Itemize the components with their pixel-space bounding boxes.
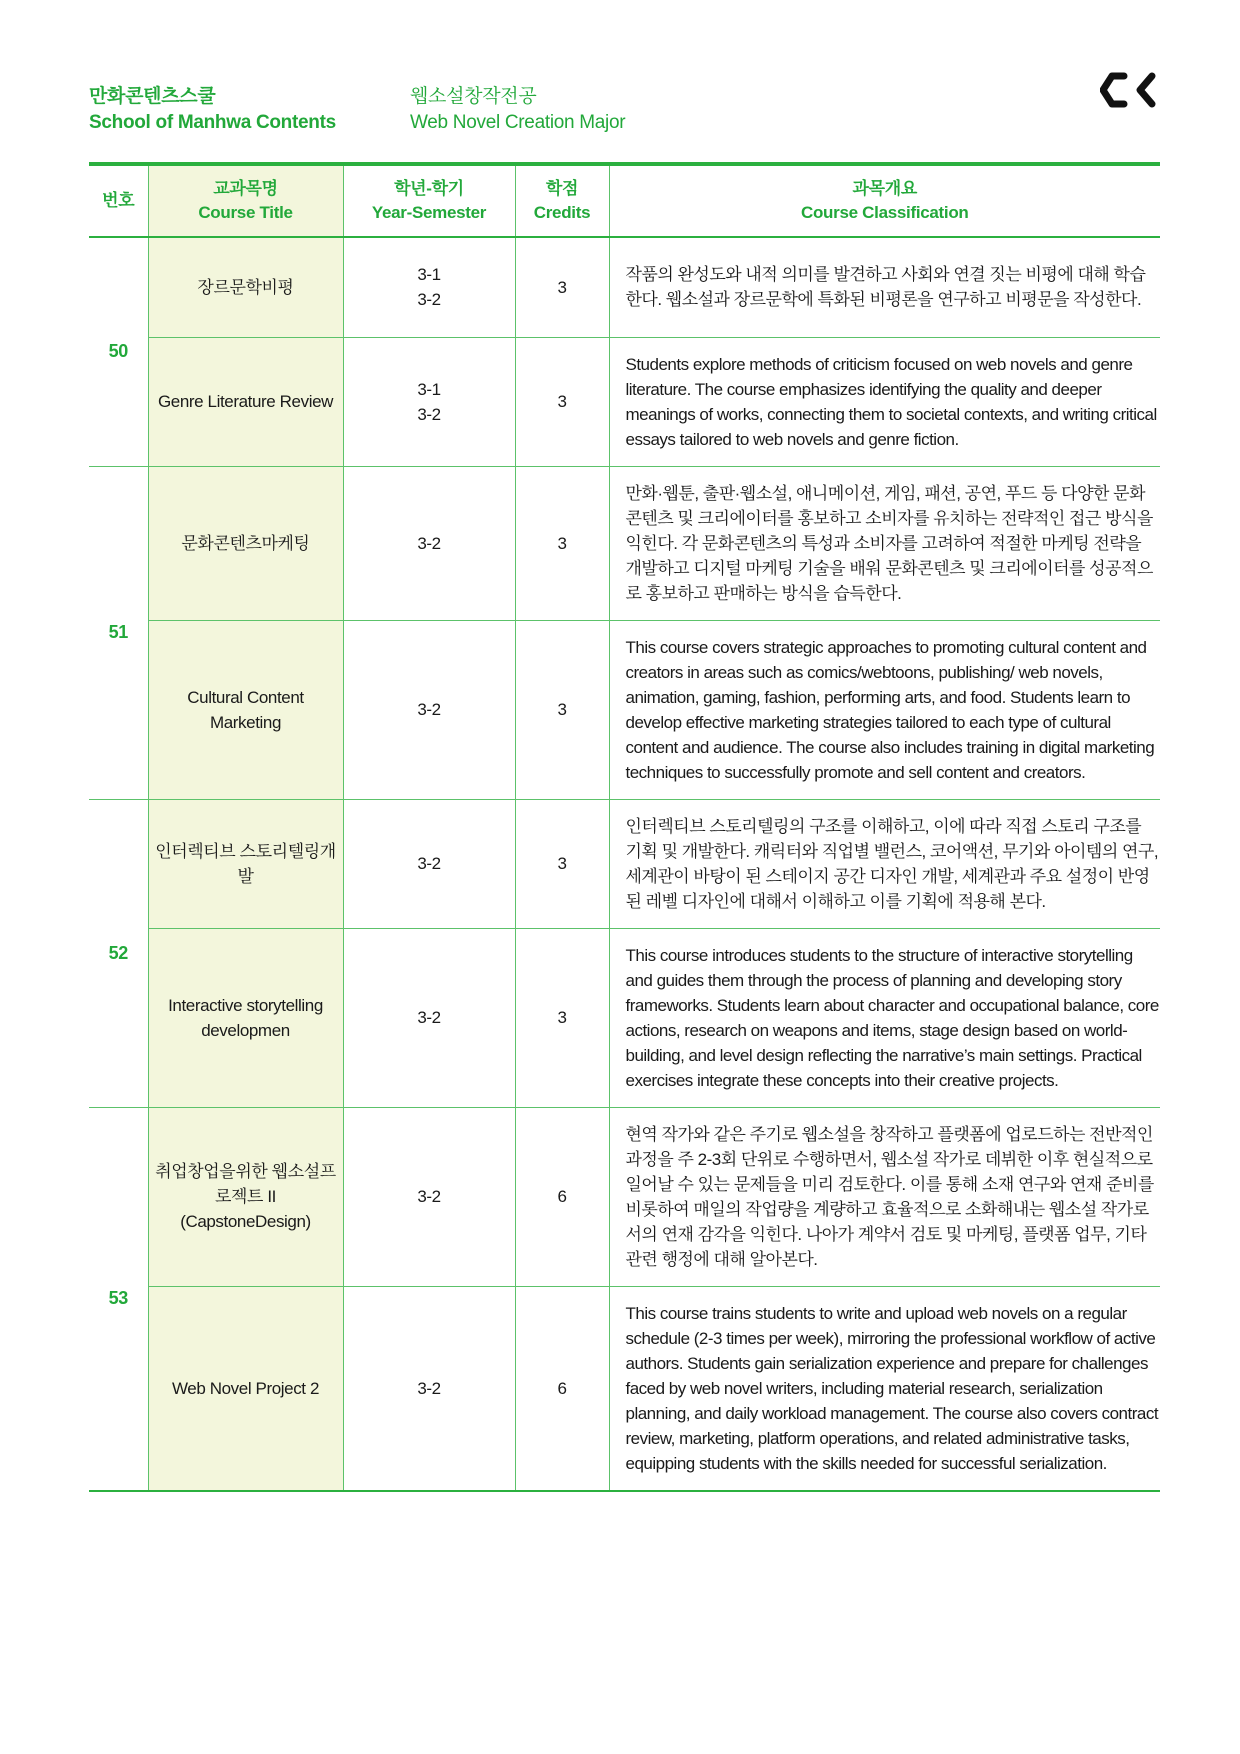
year-semester-value: 3-1 <box>417 265 441 285</box>
year-semester-value: 3-1 <box>417 379 441 399</box>
credits: 3 <box>515 337 609 466</box>
table-row <box>89 466 1160 620</box>
course-description: 작품의 완성도와 내적 의미를 발견하고 사회와 연결 짓는 비평에 대해 학습한다. 웹소설과 장르문학에 특화된 비평론을 연구하고 비평문을 작성한다. <box>609 237 1160 337</box>
table-row <box>89 1107 1160 1286</box>
year-semester-value: 3-2 <box>417 854 441 873</box>
col-header-number: 번호 <box>89 164 148 237</box>
year-semester <box>343 1286 515 1491</box>
credits: 3 <box>515 928 609 1107</box>
course-title: Web Novel Project 2 <box>148 1286 343 1491</box>
credits: 3 <box>515 620 609 799</box>
year-semester-value: 3-2 <box>417 533 441 553</box>
course-title: 인터렉티브 스토리텔링개발 <box>148 799 343 928</box>
credits: 3 <box>515 799 609 928</box>
school-name <box>89 84 336 136</box>
course-description: This course introduces students to the structure of interactive storytelling and guides them through the process of planning and developing story frameworks. Students learn about character and occupational balance, core actions, research on weapons and items, stage design based on world-building, and level design reflecting the narrative’s main settings. Practical exercises integrate these concepts into their creative projects. <box>609 928 1160 1107</box>
course-number: 50 <box>89 237 148 466</box>
table-header-row <box>89 164 1160 237</box>
year-semester <box>343 799 515 928</box>
credits: 3 <box>515 237 609 337</box>
year-semester-value: 3-2 <box>417 1008 441 1027</box>
course-title: 장르문학비평 <box>148 237 343 337</box>
col-header-year-semester: 학년-학기 Year-Semester <box>343 164 515 237</box>
col-header-course-title: 교과목명 Course Title <box>148 164 343 237</box>
course-description: 만화·웹툰, 출판·웹소설, 애니메이션, 게임, 패션, 공연, 푸드 등 다양한 문화콘텐츠 및 크리에이터를 홍보하고 소비자를 유치하는 전략적인 접근 방식을 익힌다. 각 문화콘텐츠의 특성과 소비자를 고려하여 적절한 마케팅 전략을 개발하고 디지털 마케팅 기술을 배워 문화콘텐츠 및 크리에이터를 성공적으로 홍보하고 판매하는 방식을 습득한다. <box>609 466 1160 620</box>
course-title: Interactive storytelling developmen <box>148 928 343 1107</box>
course-description: This course trains students to write and upload web novels on a regular schedule (2-3 times per week), mirroring the professional workflow of active authors. Students gain serialization experience and prepare for challenges faced by web novel writers, including material research, serialization planning, and daily workload management. The course also covers contract review, marketing, platform operations, and related administrative tasks, equipping students with the skills needed for successful serialization. <box>609 1286 1160 1491</box>
year-semester <box>343 1107 515 1286</box>
col-header-credits: 학점 Credits <box>515 164 609 237</box>
course-description: Students explore methods of criticism focused on web novels and genre literature. The course emphasizes identifying the quality and deeper meanings of works, connecting them to societal contexts, and writing critical essays tailored to web novels and genre fiction. <box>609 337 1160 466</box>
ck-logo-icon <box>1100 70 1160 110</box>
course-number: 51 <box>89 466 148 799</box>
course-title: Genre Literature Review <box>148 337 343 466</box>
credits: 6 <box>515 1107 609 1286</box>
course-number: 52 <box>89 799 148 1107</box>
course-description: 인터렉티브 스토리텔링의 구조를 이해하고, 이에 따라 직접 스토리 구조를 기획 및 개발한다. 캐릭터와 직업별 밸런스, 코어액션, 무기와 아이템의 연구, 세계관이 바탕이 된 스테이지 공간 디자인 개발, 세계관과 주요 설정이 반영된 레벨 디자인에 대해서 이해하고 이를 기획에 적용해 본다. <box>609 799 1160 928</box>
year-semester-value: 3-2 <box>417 1378 441 1398</box>
year-semester-value: 3-2 <box>417 1187 441 1206</box>
table-row <box>89 799 1160 928</box>
major-name-ko: 웹소설창작전공 <box>410 86 537 107</box>
year-semester <box>343 466 515 620</box>
credits: 6 <box>515 1286 609 1491</box>
year-semester-value: 3-2 <box>417 290 441 310</box>
table-row <box>89 620 1160 799</box>
year-semester <box>343 237 515 337</box>
year-semester <box>343 620 515 799</box>
school-name-ko: 만화콘텐츠스쿨 <box>89 86 216 107</box>
year-semester <box>343 337 515 466</box>
major-name <box>410 84 625 136</box>
table-row <box>89 928 1160 1107</box>
course-description: This course covers strategic approaches to promoting cultural content and creators in areas such as comics/webtoons, publishing/ web novels, animation, gaming, fashion, performing arts, and food. Students learn to develop effective marketing strategies tailored to each type of cultural content and audience. The course also includes training in digital marketing techniques to successfully promote and sell content and creators. <box>609 620 1160 799</box>
course-title: 취업창업을위한 웹소설프로젝트 II (CapstoneDesign) <box>148 1107 343 1286</box>
year-semester-value: 3-2 <box>417 404 441 424</box>
table-row <box>89 1286 1160 1491</box>
credits: 3 <box>515 466 609 620</box>
table-row <box>89 237 1160 337</box>
course-title: Cultural Content Marketing <box>148 620 343 799</box>
school-name-en: School of Manhwa Contents <box>89 112 336 133</box>
major-name-en: Web Novel Creation Major <box>410 112 626 133</box>
course-description: 현역 작가와 같은 주기로 웹소설을 창작하고 플랫폼에 업로드하는 전반적인 과정을 주 2-3회 단위로 수행하면서, 웹소설 작가로 데뷔한 이후 현실적으로 일어날 수 있는 문제들을 미리 검토한다. 이를 통해 소재 연구와 연재 준비를 비롯하여 매일의 작업량을 계량하고 효율적으로 소화해내는 웹소설 작가로서의 연재 감각을 익힌다. 나아가 계약서 검토 및 마케팅, 플랫폼 업무, 기타 관련 행정에 대해 알아본다. <box>609 1107 1160 1286</box>
col-header-classification: 과목개요 Course Classification <box>609 164 1160 237</box>
year-semester <box>343 928 515 1107</box>
table-row <box>89 337 1160 466</box>
course-title: 문화콘텐츠마케팅 <box>148 466 343 620</box>
course-table <box>89 162 1160 1492</box>
course-number: 53 <box>89 1107 148 1491</box>
year-semester-value: 3-2 <box>417 700 441 719</box>
